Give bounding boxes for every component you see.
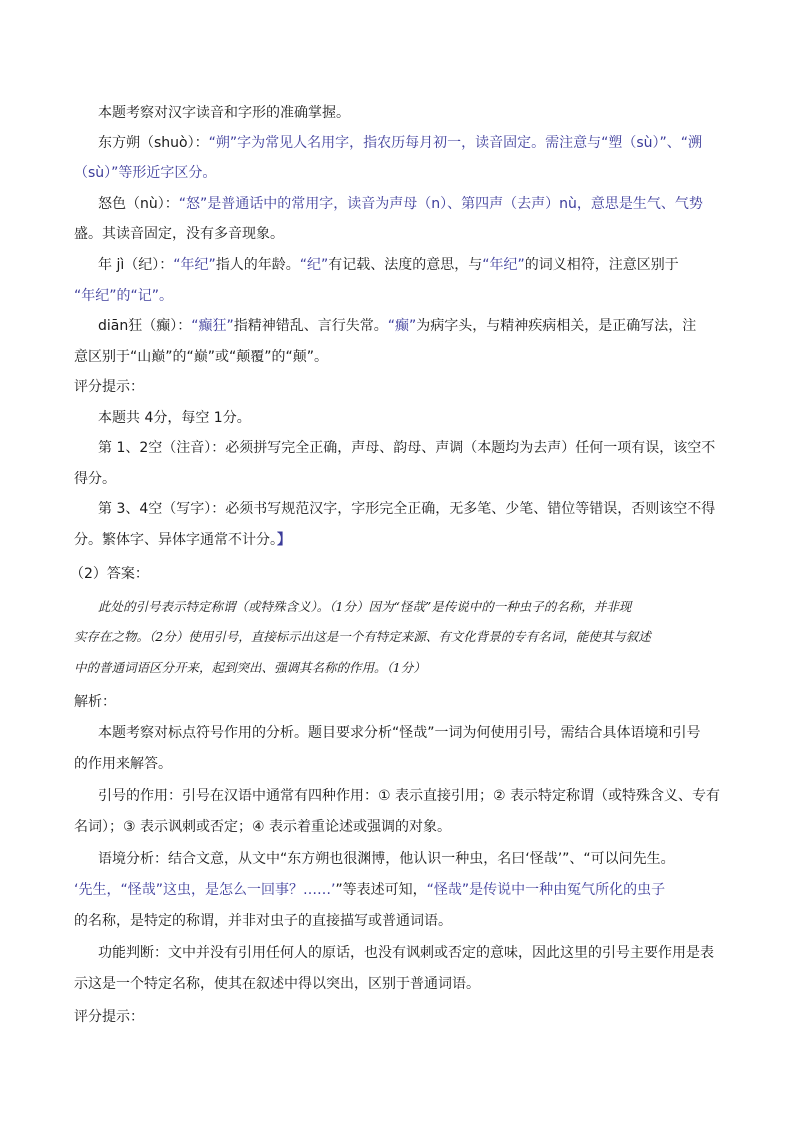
ji-text2: 有记载、法度的意思，与 xyxy=(328,257,483,273)
analysis-p1-line2: 的作用来解答。 xyxy=(74,756,172,772)
ji-quote1: “年纪” xyxy=(173,257,216,273)
dian-text2: 为病字头，与精神疾病相关，是正确写法，注 xyxy=(416,318,697,334)
shuo-paragraph-line2: （sù）”等形近字区分。 xyxy=(74,165,217,181)
intro-text: 本题考察对汉字读音和字形的准确掌握。 xyxy=(98,105,350,121)
dian-quote1: “癫狂” xyxy=(191,318,234,334)
score-rule1-line1: 第 1、2空（注音）：必须拼写完全正确，声母、韵母、声调（本题均为去声）任何一项有误，该空不 xyxy=(98,440,716,456)
score-total: 本题共 4分，每空 1分。 xyxy=(98,410,251,426)
nu-paragraph-line1 xyxy=(98,195,703,213)
score-title-2: 评分提示： xyxy=(74,1009,144,1025)
closing-bracket: 】 xyxy=(277,532,291,548)
ji-paragraph-line1 xyxy=(98,256,679,274)
shuo-paragraph-line1 xyxy=(98,134,702,152)
shuo-explanation: “朔”字为常见人名用字，指农历每月初一，读音固定。需注意与“塑（sù）”、“溯 xyxy=(208,135,703,151)
score-title: 评分提示： xyxy=(74,379,144,395)
ji-quote2: “纪” xyxy=(299,257,329,273)
analysis-p4-line1: 功能判断：文中并没有引用任何人的原话，也没有讽刺或否定的意味，因此这里的引号主要作用是表 xyxy=(98,945,714,961)
analysis-p3-line1: 语境分析：结合文意，从文中“东方朔也很渊博，他认识一种虫，名曰‘怪哉’”、“可以问先生。 xyxy=(98,851,675,867)
ji-label: 年 jì（纪）： xyxy=(98,257,174,273)
dian-paragraph-line1 xyxy=(98,317,696,335)
score-rule2-line1: 第 3、4空（写字）：必须书写规范汉字，字形完全正确，无多笔、少笔、错位等错误，否则该空不得 xyxy=(98,501,716,517)
dian-paragraph-line2: 意区别于“山巅”的“巅”或“颠覆”的“颠”。 xyxy=(74,349,329,365)
analysis-highlight: “怪哉”是传说中一种由冤气所化的虫子 xyxy=(426,882,666,898)
analysis-title: 解析： xyxy=(74,694,116,710)
score-rule1-line2: 得分。 xyxy=(74,471,116,487)
analysis-quote: ‘先生，“怪哉”这虫，是怎么一回事？……’ xyxy=(74,882,336,898)
ji-text3: 的词义相符，注意区别于 xyxy=(524,257,679,273)
ji-quote3: “年纪” xyxy=(482,257,525,273)
analysis-p3-line2 xyxy=(74,881,665,899)
score-rule2-line2 xyxy=(74,531,291,549)
answer-line2: 实存在之物。（2分）使用引号，直接标示出这是一个有特定来源、有文化背景的专有名词，能使其与叙述 xyxy=(74,629,651,644)
nu-paragraph-line2: 盛。其读音固定，没有多音现象。 xyxy=(74,226,284,242)
ji-paragraph-line2: “年纪”的“记”。 xyxy=(74,288,174,304)
answer-line3: 中的普通词语区分开来，起到突出、强调其名称的作用。（1分） xyxy=(74,660,426,675)
answer-label: （2）答案： xyxy=(70,566,149,582)
nu-label: 怒色（nù）： xyxy=(98,196,179,212)
analysis-p3-line3: 的名称，是特定的称谓，并非对虫子的直接描写或普通词语。 xyxy=(74,913,452,929)
dian-quote2: “癫” xyxy=(387,318,417,334)
analysis-p2-line2: 名词）；③ 表示讽刺或否定；④ 表示着重论述或强调的对象。 xyxy=(74,819,452,835)
analysis-p1-line1: 本题考察对标点符号作用的分析。题目要求分析“怪哉”一词为何使用引号，需结合具体语境和引号 xyxy=(98,725,701,741)
analysis-connector: ”等表述可知， xyxy=(335,882,427,898)
nu-explanation: “怒”是普通话中的常用字，读音为声母（n）、第四声（去声）nù，意思是生气、气势 xyxy=(178,196,703,212)
analysis-p2-line1: 引号的作用：引号在汉语中通常有四种作用：① 表示直接引用；② 表示特定称谓（或特殊含义、专有 xyxy=(98,788,720,804)
analysis-p4-line2: 示这是一个特定名称，使其在叙述中得以突出，区别于普通词语。 xyxy=(74,976,480,992)
answer-line1: 此处的引号表示特定称谓（或特殊含义）。（1分）因为“怪哉”是传说中的一种虫子的名称，并非现 xyxy=(98,599,632,614)
shuo-label: 东方朔（shuò）： xyxy=(98,135,209,151)
ji-text1: 指人的年龄。 xyxy=(215,257,300,273)
score-rule2-text: 分。繁体字、异体字通常不计分。 xyxy=(74,532,277,548)
dian-text1: 指精神错乱、言行失常。 xyxy=(233,318,388,334)
dian-label: diān狂（癫）： xyxy=(98,318,192,334)
